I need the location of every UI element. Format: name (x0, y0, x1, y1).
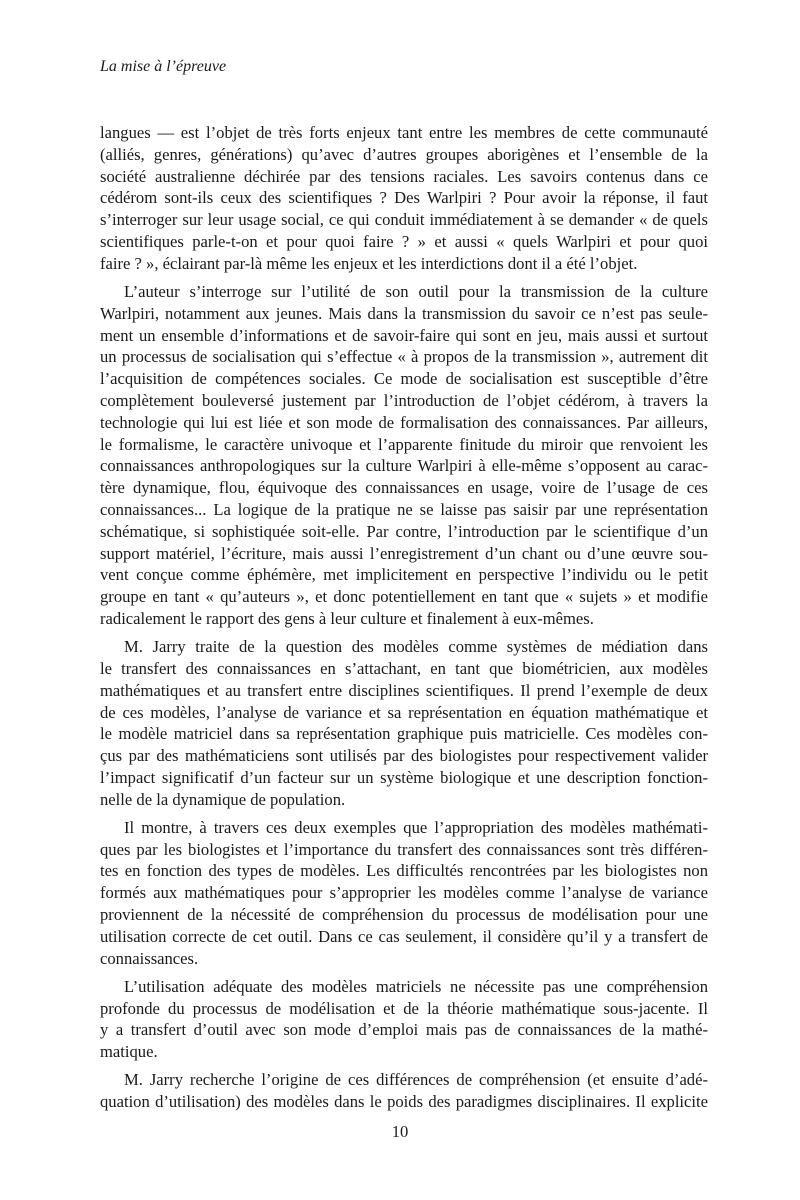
text-line: schématique, si sophistiquée soit-elle. Par contre, l’introduction par le scientifique d’un (100, 521, 708, 541)
text-line: ques par les biologistes et l’importance du transfert des connaissances sont très différen- (100, 839, 708, 859)
text-line: çus par des mathématiciens sont utilisés par des biologistes pour respectivement valider (100, 746, 708, 766)
text-line: s’interroger sur leur usage social, ce qui conduit immédiatement à se demander « de quels (100, 210, 708, 230)
text-line: matique. (100, 1042, 158, 1062)
text-line: L’auteur s’interroge sur l’utilité de son outil pour la transmission de la culture (124, 281, 708, 301)
body-text (100, 122, 708, 1119)
text-line: société australienne déchirée par des tensions raciales. Les savoirs contenus dans ce (100, 166, 708, 186)
text-line: vent conçue comme éphémère, met implicitement en perspective l’individu ou le petit (100, 565, 708, 585)
text-line: l’impact significatif d’un facteur sur un système biologique et une description fonction- (100, 767, 708, 787)
text-line: le modèle matriciel dans sa représentation graphique puis matricielle. Ces modèles con- (100, 724, 708, 744)
text-line: M. Jarry traite de la question des modèles comme systèmes de médiation dans (124, 637, 708, 657)
text-line: tes en fonction des types de modèles. Les difficultés rencontrées par les biologistes non (100, 861, 708, 881)
text-line: scientifiques parle-t-on et pour quoi faire ? » et aussi « quels Warlpiri et pour quoi (100, 231, 708, 251)
text-line: groupe en tant « qu’auteurs », et donc potentiellement en tant que « sujets » et modifie (100, 587, 708, 607)
paragraph (100, 976, 708, 1063)
text-line: Warlpiri, notamment aux jeunes. Mais dans la transmission du savoir ce n’est pas seule- (100, 303, 708, 323)
text-line: tère dynamique, flou, équivoque des connaissances en usage, voire de l’usage de ces (100, 478, 708, 498)
text-line: radicalement le rapport des gens à leur culture et finalement à eux-mêmes. (100, 608, 594, 628)
running-head: La mise à l’épreuve (100, 58, 227, 75)
text-line: y a transfert d’outil avec son mode d’emploi mais pas de connaissances de la mathé- (100, 1020, 708, 1040)
text-line: langues — est l’objet de très forts enjeux tant entre les membres de cette communauté (100, 123, 708, 142)
text-line: (alliés, genres, générations) qu’avec d’autres groupes aborigènes et l’ensemble de la (100, 144, 708, 164)
text-line: L’utilisation adéquate des modèles matriciels ne nécessite pas une compréhension (124, 976, 708, 996)
text-line: un processus de socialisation qui s’effectue « à propos de la transmission », autrement dit (100, 347, 708, 367)
text-line: proviennent de la nécessité de compréhension du processus de modélisation pour une (100, 905, 708, 925)
paragraph (100, 636, 708, 810)
text-line: profonde du processus de modélisation et de la théorie mathématique sous-jacente. Il (100, 998, 708, 1018)
text-line: nelle de la dynamique de population. (100, 789, 346, 809)
page-number: 10 (391, 1122, 409, 1141)
paragraph (100, 122, 708, 275)
paragraph (100, 1069, 708, 1113)
text-line: connaissances. (100, 948, 199, 968)
text-line: le formalisme, le caractère univoque et l’apparente finitude du miroir que renvoient les (100, 434, 708, 454)
text-line: utilisation correcte de cet outil. Dans ce cas seulement, il considère qu’il y a transfert de (100, 926, 708, 946)
text-line: technologie qui lui est liée et son mode de formalisation des connaissances. Par ailleurs, (100, 412, 708, 432)
paragraph (100, 817, 708, 970)
text-line: de ces modèles, l’analyse de variance et sa représentation en équation mathématique et (100, 702, 708, 722)
text-line: connaissances... La logique de la pratique ne se laisse pas saisir par une représentation (100, 499, 708, 519)
text-line: formés aux mathématiques pour s’approprier les modèles comme l’analyse de variance (100, 883, 708, 903)
text-line: mathématiques et au transfert entre disciplines scientifiques. Il prend l’exemple de deux (100, 680, 708, 700)
text-line: Il montre, à travers ces deux exemples que l’appropriation des modèles mathémati- (124, 817, 708, 837)
text-line: connaissances anthropologiques sur la culture Warlpiri à elle-même s’opposent au carac- (100, 456, 708, 476)
text-line: support matériel, l’écriture, mais aussi l’enregistrement d’un chant ou d’une œuvre sou- (100, 543, 708, 563)
text-line: complètement bouleversé justement par l’introduction de l’objet cédérom, à travers la (100, 390, 708, 410)
text-line: cédérom sont-ils ceux des scientifiques ? Des Warlpiri ? Pour avoir la réponse, il faut (100, 188, 708, 208)
paragraph (100, 281, 708, 630)
text-line: M. Jarry recherche l’origine de ces différences de compréhension (et ensuite d’adé- (124, 1070, 708, 1090)
text-line: le transfert des connaissances en s’attachant, en tant que biométricien, aux modèles (100, 658, 708, 678)
text-line: ment un ensemble d’informations et de savoir-faire qui sont en jeu, mais aussi et surtout (100, 325, 708, 345)
text-line: faire ? », éclairant par-là même les enjeux et les interdictions dont il a été l’objet. (100, 253, 638, 273)
text-line: l’acquisition de compétences sociales. Ce mode de socialisation est susceptible d’être (100, 369, 708, 389)
text-line: quation d’utilisation) des modèles dans le poids des paradigmes disciplinaires. Il explicite (100, 1092, 708, 1112)
